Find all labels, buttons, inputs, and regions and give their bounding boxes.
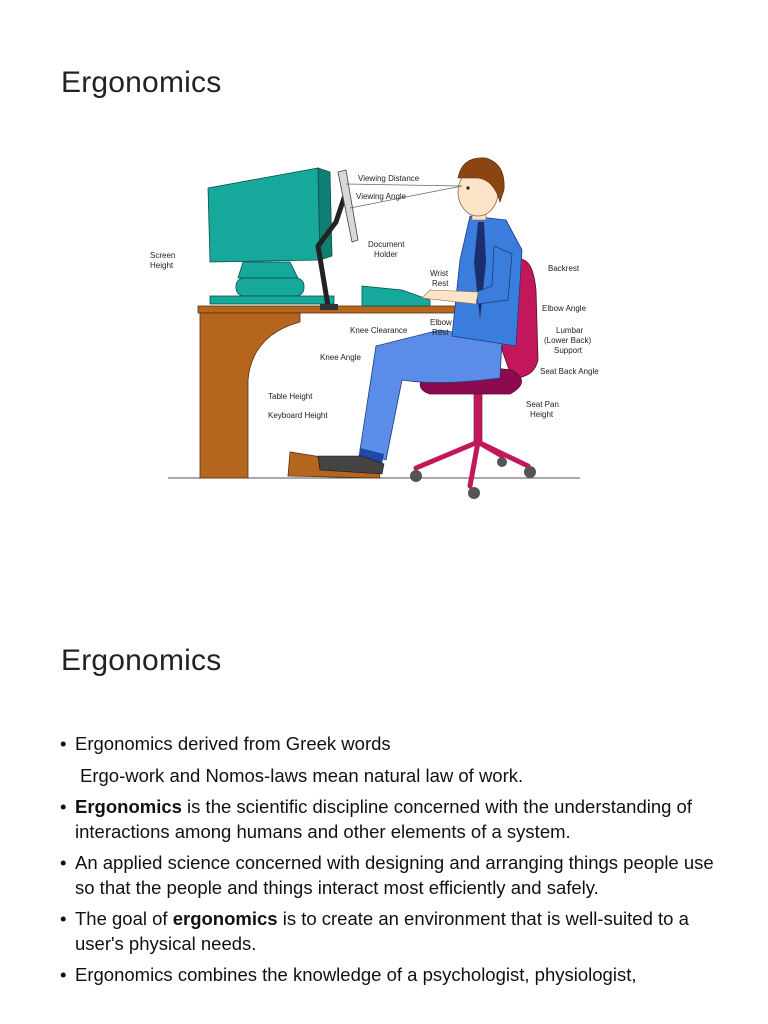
label-seat-back-angle: Seat Back Angle	[540, 367, 599, 376]
label-seat-pan-height-1: Seat Pan	[526, 400, 559, 409]
label-lumbar-3: Support	[554, 346, 583, 355]
label-lumbar-1: Lumbar	[556, 326, 584, 335]
label-lumbar-2: (Lower Back)	[544, 336, 592, 345]
bullet-5-text: Ergonomics combines the knowledge of a psychologist, physiologist,	[75, 964, 637, 985]
workstation-diagram	[140, 150, 620, 510]
bullet-5	[58, 963, 718, 988]
bullet-1	[58, 732, 718, 757]
bullet-2-bold: Ergonomics	[75, 796, 182, 817]
desk	[198, 306, 460, 478]
bullet-3-text: An applied science concerned with designing and arranging things people use so that the people and things interact most efficiently and safely.	[75, 852, 714, 898]
label-elbow-angle: Elbow Angle	[542, 304, 587, 313]
slide-2-title: Ergonomics	[61, 644, 222, 677]
ergonomic-workstation-illustration	[140, 150, 620, 510]
label-document-holder-1: Document	[368, 240, 405, 249]
label-table-height: Table Height	[268, 392, 313, 401]
monitor	[208, 168, 334, 304]
bullet-4-pre: The goal of	[75, 908, 173, 929]
label-viewing-angle: Viewing Angle	[356, 192, 407, 201]
slide-1-title: Ergonomics	[61, 66, 222, 99]
label-elbow-rest-1: Elbow	[430, 318, 452, 327]
label-screen-height-2: Height	[150, 261, 174, 270]
bullet-4	[58, 907, 718, 956]
label-seat-pan-height-2: Height	[530, 410, 554, 419]
label-viewing-distance: Viewing Distance	[358, 174, 420, 183]
slide-2	[0, 580, 768, 1024]
label-knee-angle: Knee Angle	[320, 353, 361, 362]
label-wrist-rest-1: Wrist	[430, 269, 449, 278]
label-screen-height-1: Screen	[150, 251, 176, 260]
label-document-holder-2: Holder	[374, 250, 398, 259]
bullet-list	[58, 732, 718, 995]
label-wrist-rest-2: Rest	[432, 279, 449, 288]
bullet-1-text: Ergonomics derived from Greek words	[75, 733, 391, 754]
bullet-3	[58, 851, 718, 900]
label-backrest: Backrest	[548, 264, 580, 273]
bullet-2	[58, 795, 718, 844]
viewing-distance-line	[346, 184, 462, 186]
bullet-4-bold: ergonomics	[172, 908, 278, 929]
bullet-1-subline	[58, 764, 718, 789]
label-keyboard-height: Keyboard Height	[268, 411, 328, 420]
label-knee-clearance: Knee Clearance	[350, 326, 408, 335]
label-elbow-rest-2: Rest	[432, 328, 449, 337]
bullet-4-post: is to create an environment that is well-suited to a user's physical needs.	[75, 908, 689, 954]
bullet-1-sub-text: Ergo-work and Nomos-laws mean natural law of work.	[80, 764, 524, 786]
bullet-2-text: is the scientific discipline concerned with the understanding of interactions among humans and other elements of a system.	[75, 796, 692, 842]
keyboard	[362, 286, 430, 306]
